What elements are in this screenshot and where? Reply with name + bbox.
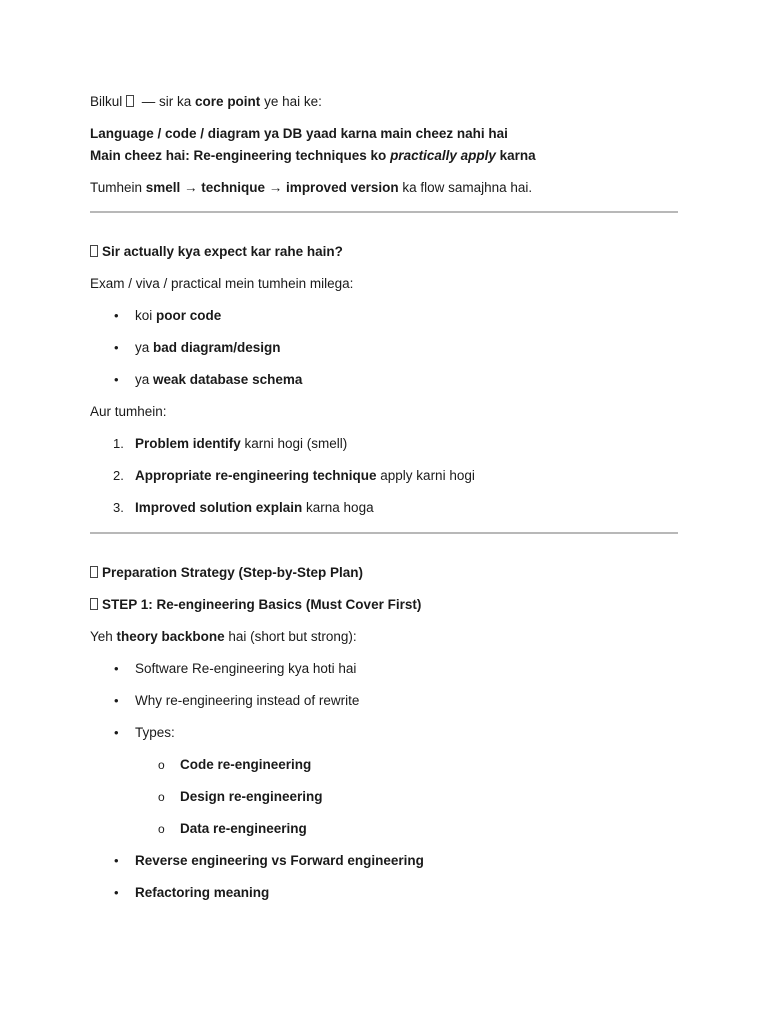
bullet-pre: ya	[135, 372, 154, 387]
bullet-marker: •	[114, 885, 119, 900]
bullet-marker: •	[114, 693, 119, 708]
bullet-pre: koi	[135, 308, 157, 323]
bullet-text: Software Re-engineering kya hoti hai	[135, 661, 357, 676]
intro-flow: smell → technique → improved version	[145, 180, 399, 195]
intro-line-3	[90, 146, 536, 166]
numbered-bold: Appropriate re-engineering technique	[135, 468, 377, 483]
sub-bullet-marker: o	[158, 758, 165, 772]
intro-line-4	[90, 178, 532, 198]
missing-glyph-icon	[90, 566, 98, 578]
numbered-bold: Improved solution explain	[135, 500, 303, 515]
sub-bullet-text: Design re-engineering	[180, 789, 323, 804]
intro-ye-hai: ye hai ke:	[260, 94, 322, 109]
intro-karna: karna	[495, 148, 536, 163]
divider-1	[90, 211, 678, 213]
number-marker: 2.	[113, 468, 124, 483]
intro-line-2: Language / code / diagram ya DB yaad karna main cheez nahi hai	[90, 126, 508, 141]
section1-lead2: Aur tumhein:	[90, 404, 167, 419]
missing-glyph-icon	[90, 245, 98, 257]
divider-2	[90, 532, 678, 534]
step1-heading-text: STEP 1: Re-engineering Basics (Must Cover First)	[102, 597, 422, 612]
numbered-post: apply karni hogi	[376, 468, 475, 483]
intro-practically-apply: practically apply	[390, 148, 496, 163]
step1-heading	[90, 595, 421, 615]
missing-glyph-icon	[126, 95, 134, 107]
sub-bullet-text: Data re-engineering	[180, 821, 307, 836]
intro-samajhna: ka flow samajhna hai.	[398, 180, 533, 195]
intro-dash: — sir ka	[138, 94, 196, 109]
bullet-pre: ya	[135, 340, 154, 355]
number-marker: 1.	[113, 436, 124, 451]
section1-heading	[90, 242, 343, 262]
intro-tumhein: Tumhein	[90, 180, 146, 195]
bullet-bold: weak database schema	[153, 372, 303, 387]
bullet-marker: •	[114, 661, 119, 676]
bullet-marker: •	[114, 725, 119, 740]
sub-bullet-text: Code re-engineering	[180, 757, 312, 772]
bullet-marker: •	[114, 372, 119, 387]
bullet-text: Refactoring meaning	[135, 885, 270, 900]
lead-yeh: Yeh	[90, 629, 117, 644]
section2-lead	[90, 627, 357, 647]
intro-line-1	[90, 92, 322, 112]
numbered-post: karna hoga	[302, 500, 374, 515]
numbered-bold: Problem identify	[135, 436, 241, 451]
bullet-bold: poor code	[156, 308, 222, 323]
bullet-text: Reverse engineering vs Forward engineering	[135, 853, 424, 868]
missing-glyph-icon	[90, 598, 98, 610]
lead-theory-backbone: theory backbone	[116, 629, 225, 644]
bullet-marker: •	[114, 340, 119, 355]
section1-lead: Exam / viva / practical mein tumhein milega:	[90, 276, 354, 291]
intro-core-point: core point	[195, 94, 261, 109]
section2-heading	[90, 563, 363, 583]
section1-heading-text: Sir actually kya expect kar rahe hain?	[102, 244, 343, 259]
bullet-bold: bad diagram/design	[153, 340, 281, 355]
intro-main-cheez: Main cheez hai: Re-engineering techniques ko	[90, 148, 391, 163]
lead-rest: hai (short but strong):	[224, 629, 357, 644]
bullet-text: Why re-engineering instead of rewrite	[135, 693, 360, 708]
bullet-marker: •	[114, 308, 119, 323]
bullet-text: Types:	[135, 725, 175, 740]
bullet-marker: •	[114, 853, 119, 868]
number-marker: 3.	[113, 500, 124, 515]
section2-heading-text: Preparation Strategy (Step-by-Step Plan)	[102, 565, 364, 580]
sub-bullet-marker: o	[158, 790, 165, 804]
intro-bilkul: Bilkul	[90, 94, 123, 109]
numbered-post: karni hogi (smell)	[240, 436, 348, 451]
sub-bullet-marker: o	[158, 822, 165, 836]
